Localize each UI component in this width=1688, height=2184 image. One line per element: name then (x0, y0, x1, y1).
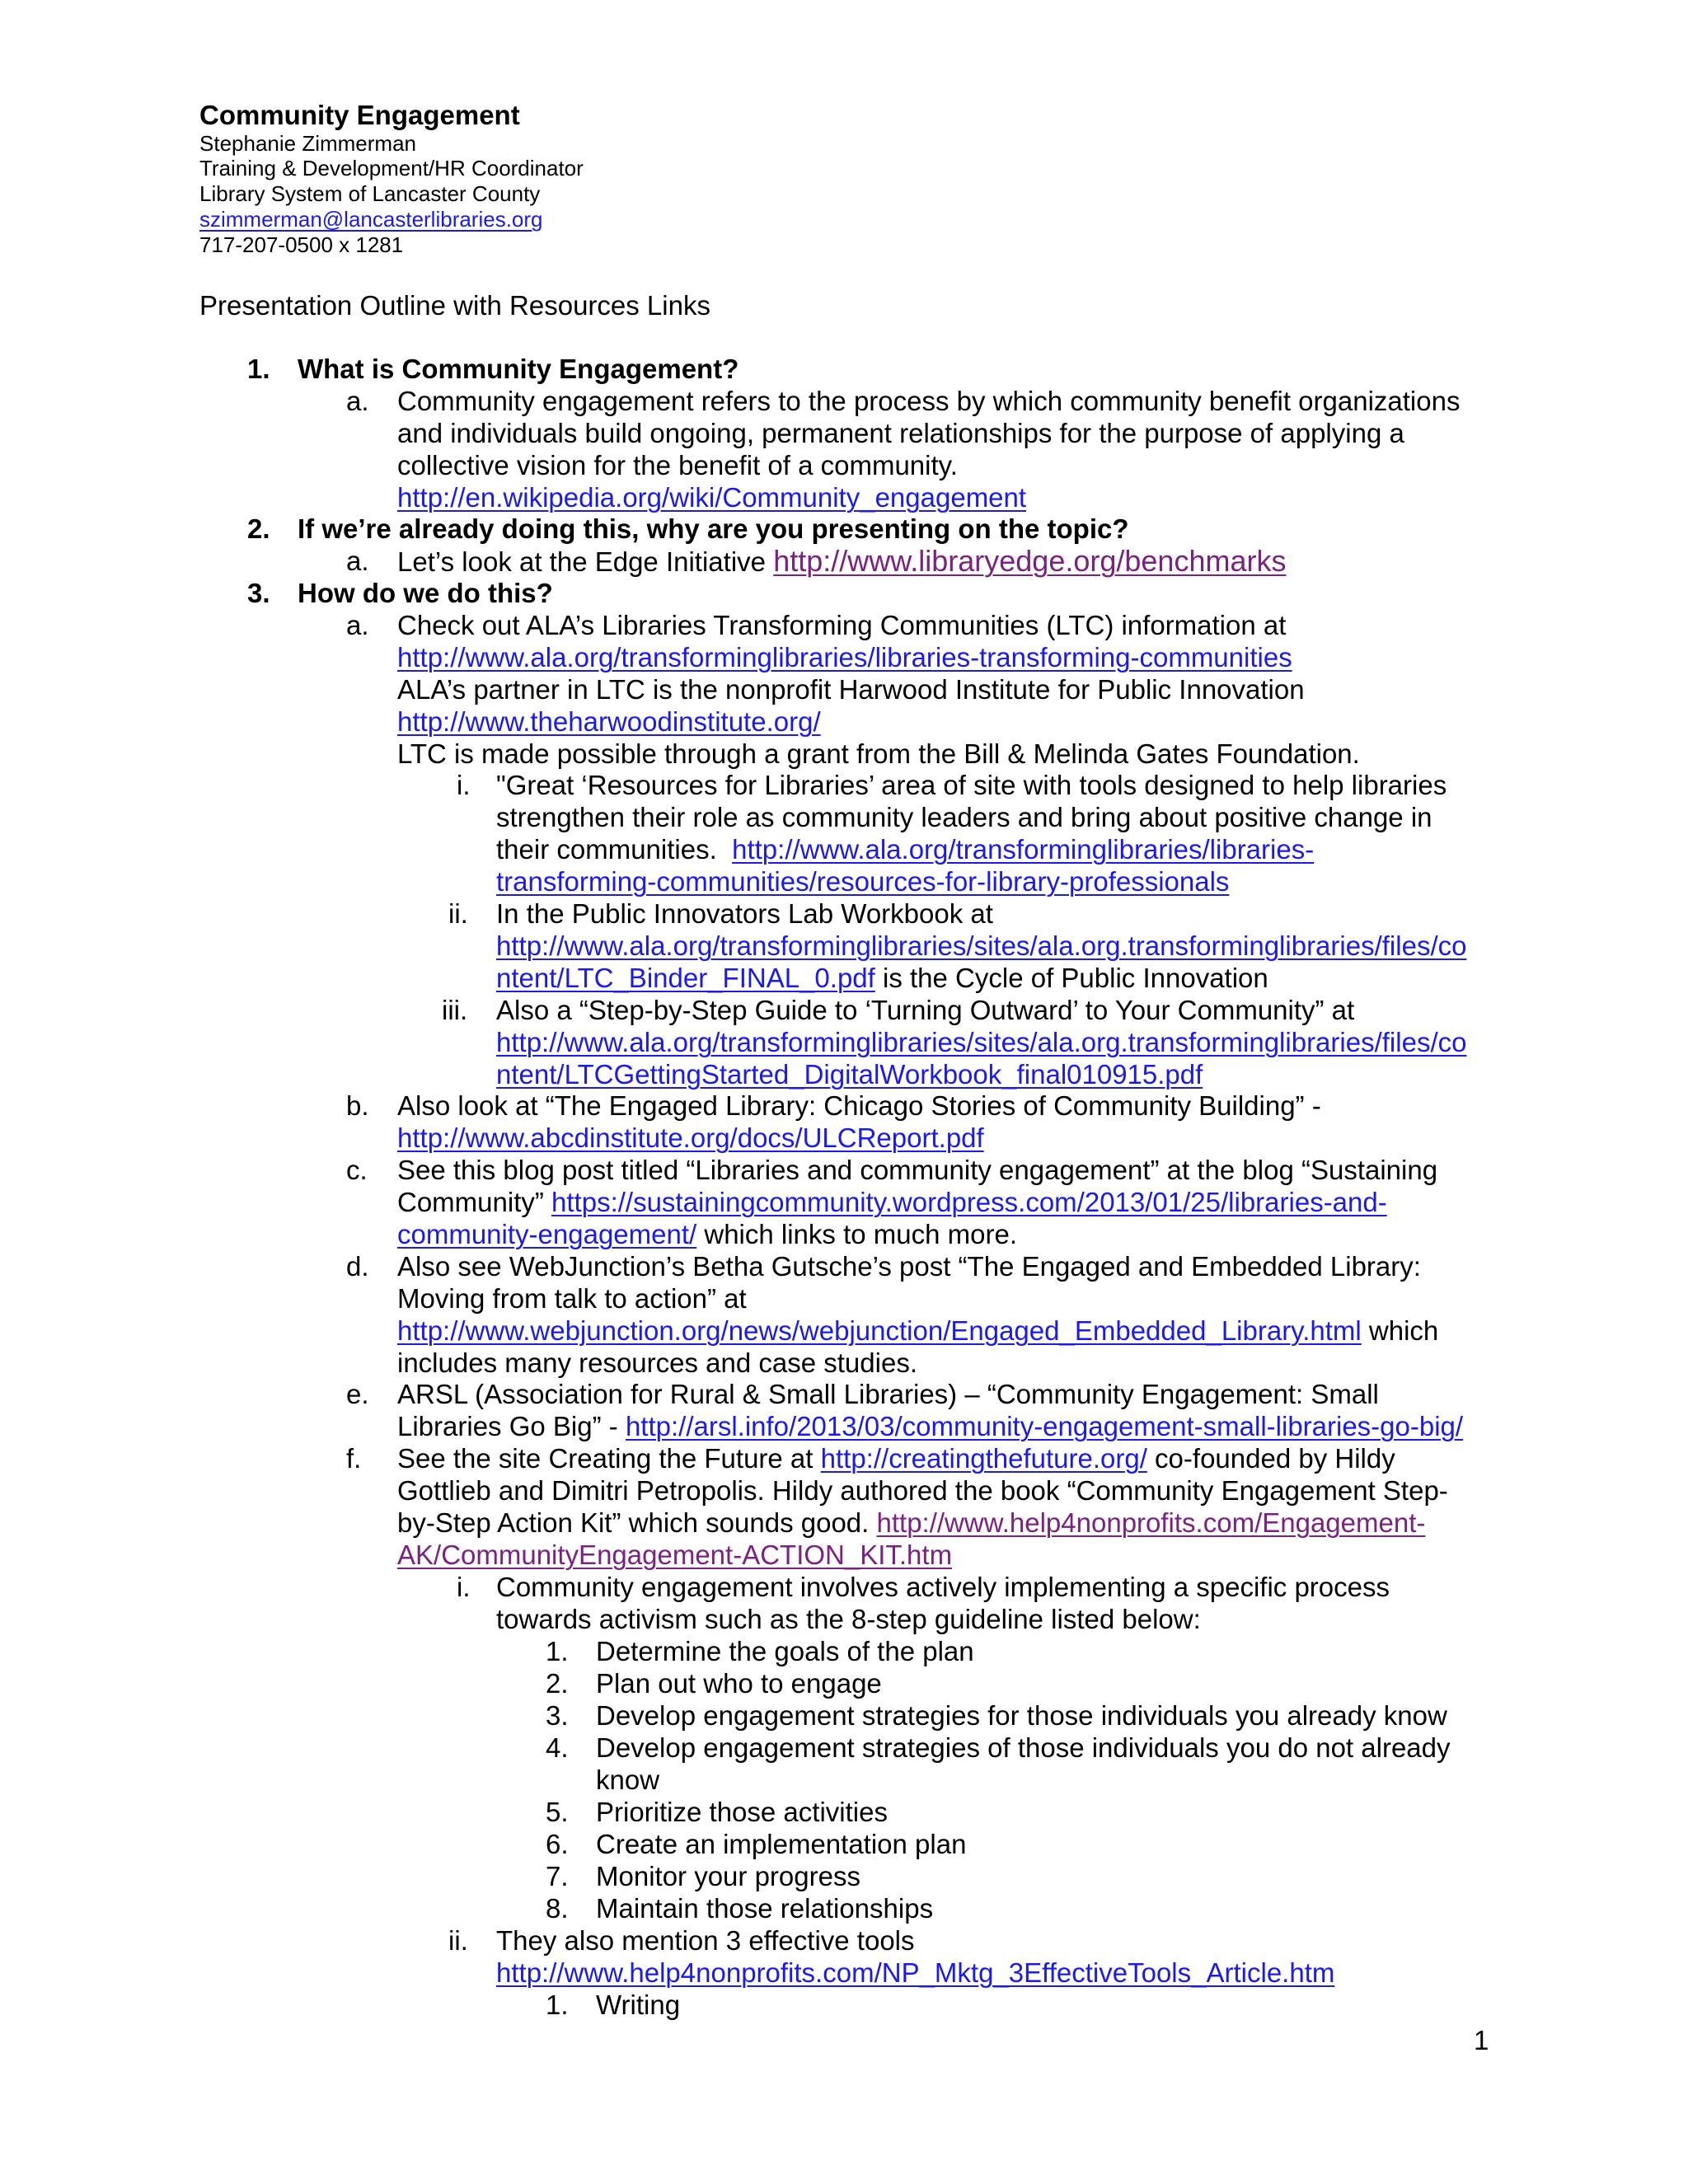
s3-c-text-line: See this blog post titled “Libraries and community engagement” at the blog “Sustaining (397, 1155, 1438, 1185)
s3-f-text: See the site Creating the Future at (397, 1443, 821, 1474)
sustaining-community-link-cont[interactable]: community-engagement/ (397, 1219, 697, 1249)
effective-tools-link[interactable]: http://www.help4nonprofits.com/NP_Mktg_3EffectiveTools_Article.htm (496, 1957, 1335, 1988)
step-item: Develop engagement strategies of those individuals you do not already (596, 1732, 1451, 1763)
s3-a-ii-text-line (496, 962, 1268, 994)
step-item: Monitor your progress (596, 1861, 860, 1891)
step-item: Create an implementation plan (596, 1829, 967, 1859)
s3-f-ii-text-line: They also mention 3 effective tools (496, 1925, 915, 1956)
page-number: 1 (1474, 2025, 1489, 2055)
s3-a-iii-text-line: Also a “Step-by-Step Guide to ‘Turning Outward’ to Your Community” at (496, 995, 1355, 1025)
s3-d-text-line: Also see WebJunction’s Betha Gutsche’s post “The Engaged and Embedded Library: (397, 1251, 1421, 1282)
s3-f-i-text-line: towards activism such as the 8-step guideline listed below: (496, 1604, 1201, 1634)
s3-a-text-line: LTC is made possible through a grant from the Bill & Melinda Gates Foundation. (397, 738, 1360, 769)
s3-d-marker: d. (346, 1251, 369, 1282)
section-1-marker: 1. (247, 354, 270, 384)
tool-item: Writing (596, 1990, 681, 2020)
s3-f-i-marker: i. (457, 1572, 471, 1602)
action-kit-link[interactable]: http://www.help4nonprofits.com/Engagement- (876, 1507, 1426, 1538)
s2-a-line (397, 545, 1286, 578)
creating-the-future-link[interactable]: http://creatingthefuture.org/ (820, 1443, 1147, 1474)
s3-e-marker: e. (346, 1379, 369, 1409)
s1-a-text-line: and individuals build ongoing, permanent relationships for the purpose of applying a (397, 418, 1404, 448)
ltc-binder-link-cont[interactable]: ntent/LTC_Binder_FINAL_0.pdf (496, 963, 875, 993)
s3-b-marker: b. (346, 1090, 369, 1121)
harwood-link[interactable]: http://www.theharwoodinstitute.org/ (397, 706, 821, 737)
s3-a-ii-text-line: In the Public Innovators Lab Workbook at (496, 898, 993, 929)
step-item-cont: know (596, 1765, 660, 1795)
s3-c-tail: which links to much more. (696, 1219, 1017, 1249)
s3-d-tail: which (1361, 1315, 1439, 1346)
author-org: Library System of Lancaster County (199, 181, 541, 206)
s3-a-i-text: their communities. (496, 834, 717, 865)
s3-a-i-marker: i. (457, 770, 471, 800)
webjunction-link[interactable]: http://www.webjunction.org/news/webjunction/Engaged_Embedded_Library.html (397, 1315, 1362, 1346)
s3-a-ii-marker: ii. (448, 898, 468, 929)
step-item: Maintain those relationships (596, 1893, 934, 1924)
step-item: Plan out who to engage (596, 1668, 882, 1699)
section-2-heading: If we’re already doing this, why are you presenting on the topic? (298, 513, 1129, 544)
ala-resources-link[interactable]: http://www.ala.org/transforminglibraries/libraries- (732, 834, 1315, 865)
arsl-link[interactable]: http://arsl.info/2013/03/community-engagement-small-libraries-go-big/ (625, 1411, 1464, 1441)
s3-a-ii-tail: is the Cycle of Public Innovation (874, 963, 1268, 993)
s3-f-text: by-Step Action Kit” which sounds good. (397, 1507, 877, 1538)
s1-a-text-line: Community engagement refers to the process by which community benefit organizations (397, 386, 1461, 416)
s3-a-marker: a. (346, 610, 369, 640)
sustaining-community-link[interactable]: https://sustainingcommunity.wordpress.com/2013/01/25/libraries-and- (551, 1187, 1387, 1217)
s3-e-text: Libraries Go Big” - (397, 1411, 626, 1441)
section-3-marker: 3. (247, 578, 270, 608)
s3-a-text-line: Check out ALA’s Libraries Transforming Communities (LTC) information at (397, 610, 1287, 640)
section-3-heading: How do we do this? (298, 578, 553, 608)
step-marker: 6. (546, 1829, 569, 1859)
s1-a-text-line: collective vision for the benefit of a community. (397, 450, 958, 480)
step-marker: 4. (546, 1732, 569, 1763)
author-role: Training & Development/HR Coordinator (199, 156, 584, 180)
step-marker: 8. (546, 1893, 569, 1924)
step-marker: 1. (546, 1636, 569, 1666)
section-2-marker: 2. (247, 513, 270, 544)
s3-f-text-line: Gottlieb and Dimitri Petropolis. Hildy authored the book “Community Engagement Step- (397, 1475, 1448, 1506)
s3-f-tail: co-founded by Hildy (1146, 1443, 1395, 1474)
s3-e-text-line: ARSL (Association for Rural & Small Libraries) – “Community Engagement: Small (397, 1379, 1379, 1409)
s3-c-text-line (397, 1218, 1017, 1250)
author-name: Stephanie Zimmerman (199, 131, 416, 156)
step-marker: 3. (546, 1700, 569, 1731)
s3-a-i-text-line: "Great ‘Resources for Libraries’ area of site with tools designed to help libraries (496, 770, 1447, 800)
document-title: Community Engagement (199, 100, 520, 130)
step-marker: 7. (546, 1861, 569, 1891)
s3-a-text-line: ALA’s partner in LTC is the nonprofit Harwood Institute for Public Innovation (397, 674, 1305, 705)
step-marker: 2. (546, 1668, 569, 1699)
ala-ltc-link[interactable]: http://www.ala.org/transforminglibraries/libraries-transforming-communities (397, 642, 1292, 673)
step-item: Develop engagement strategies for those individuals you already know (596, 1700, 1447, 1731)
s3-f-text-line (397, 1507, 1425, 1539)
s3-d-text-line: includes many resources and case studies. (397, 1347, 917, 1378)
step-marker: 5. (546, 1797, 569, 1827)
s3-f-marker: f. (346, 1443, 362, 1474)
s3-a-i-text-line: strengthen their role as community leaders and bring about positive change in (496, 802, 1432, 832)
s3-e-text-line (397, 1410, 1463, 1442)
step-item: Determine the goals of the plan (596, 1636, 974, 1666)
s3-d-text-line (397, 1315, 1438, 1347)
s3-c-text: Community” (397, 1187, 544, 1217)
s3-b-text-line: Also look at “The Engaged Library: Chicago Stories of Community Building” - (397, 1090, 1321, 1121)
libraryedge-link[interactable]: http://www.libraryedge.org/benchmarks (773, 544, 1287, 578)
outline-subtitle: Presentation Outline with Resources Links (199, 290, 710, 321)
s3-a-i-text-line (496, 833, 1314, 865)
s3-f-i-text-line: Community engagement involves actively implementing a specific process (496, 1572, 1390, 1602)
email-link[interactable]: szimmerman@lancasterlibraries.org (199, 207, 543, 232)
ala-resources-link-cont[interactable]: transforming-communities/resources-for-library-professionals (496, 866, 1230, 897)
s3-f-text-line (397, 1442, 1395, 1474)
s3-d-text-line: Moving from talk to action” at (397, 1283, 747, 1314)
s3-c-text-line (397, 1186, 1387, 1218)
ltc-workbook-link[interactable]: http://www.ala.org/transforminglibraries/sites/ala.org.transforminglibraries/files/co (496, 1027, 1467, 1057)
wikipedia-link[interactable]: http://en.wikipedia.org/wiki/Community_engagement (397, 482, 1027, 513)
s1-a-marker: a. (346, 386, 369, 416)
phone-number: 717-207-0500 x 1281 (199, 232, 404, 257)
s3-f-ii-marker: ii. (448, 1925, 468, 1956)
ltc-binder-link[interactable]: http://www.ala.org/transforminglibraries/sites/ala.org.transforminglibraries/files/co (496, 930, 1467, 961)
s3-c-marker: c. (346, 1155, 368, 1185)
s3-a-iii-marker: iii. (442, 995, 468, 1025)
ltc-workbook-link-cont[interactable]: ntent/LTCGettingStarted_DigitalWorkbook_final010915.pdf (496, 1059, 1203, 1090)
s2-a-marker: a. (346, 546, 369, 576)
action-kit-link-cont[interactable]: AK/CommunityEngagement-ACTION_KIT.htm (397, 1540, 953, 1570)
section-1-heading: What is Community Engagement? (298, 354, 739, 384)
abcd-report-link[interactable]: http://www.abcdinstitute.org/docs/ULCReport.pdf (397, 1122, 984, 1153)
step-item: Prioritize those activities (596, 1797, 888, 1827)
s2-a-text: Let’s look at the Edge Initiative (397, 546, 767, 577)
tool-marker: 1. (546, 1990, 569, 2020)
